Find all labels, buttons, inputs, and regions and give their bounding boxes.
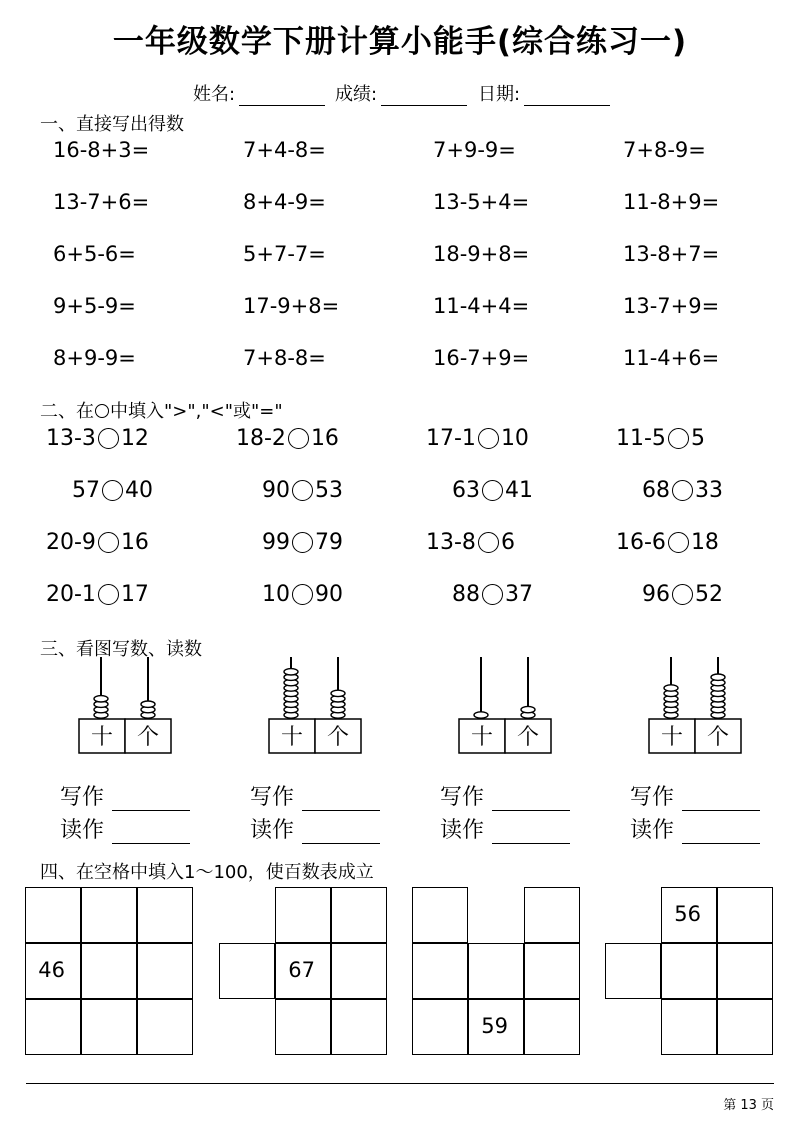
compare-left: 90 (262, 478, 290, 503)
given-number: 56 (674, 902, 701, 927)
answer-circle[interactable] (292, 532, 313, 553)
compare-left: 20-9 (46, 530, 96, 555)
compare-left: 13-3 (46, 426, 96, 451)
abacus-bead (284, 669, 298, 675)
abacus (268, 655, 364, 755)
hundred-chart-cell[interactable] (661, 887, 717, 943)
abacus-bead (331, 690, 345, 696)
compare-left: 11-5 (616, 426, 666, 451)
compare-right: 33 (695, 478, 723, 503)
abacus (648, 655, 744, 755)
compare-left: 20-1 (46, 582, 96, 607)
hundred-chart-cell[interactable] (137, 999, 193, 1055)
given-number: 67 (288, 958, 315, 983)
calc-problem[interactable]: 17-9+8= (243, 294, 340, 318)
answer-circle[interactable] (98, 428, 119, 449)
tens-box-label: 十 (660, 725, 684, 750)
calc-problem[interactable]: 7+8-8= (243, 346, 326, 370)
answer-circle[interactable] (288, 428, 309, 449)
calc-problem[interactable]: 13-7+9= (623, 294, 720, 318)
calc-problem[interactable]: 16-8+3= (53, 138, 150, 162)
compare-right: 90 (315, 582, 343, 607)
compare-right: 53 (315, 478, 343, 503)
answer-circle[interactable] (98, 532, 119, 553)
compare-left: 18-2 (236, 426, 286, 451)
compare-problem (616, 530, 719, 555)
hundred-chart-cell[interactable] (524, 887, 580, 943)
compare-problem (72, 478, 153, 503)
calc-problem[interactable]: 11-8+9= (623, 190, 720, 214)
answer-circle[interactable] (482, 584, 503, 605)
read-answer[interactable] (630, 813, 760, 844)
score-blank[interactable] (381, 87, 467, 106)
compare-problem (642, 478, 723, 503)
hundred-chart-cell[interactable] (219, 943, 275, 999)
hundred-chart-cell[interactable] (137, 943, 193, 999)
hundred-chart-cell[interactable] (81, 999, 137, 1055)
tens-box-label: 十 (280, 725, 304, 750)
write-label: 写作 (630, 785, 675, 810)
ones-box-label: 个 (326, 725, 350, 750)
compare-problem (46, 530, 149, 555)
hundred-chart-cell[interactable] (468, 943, 524, 999)
date-label: 日期: (478, 84, 521, 105)
compare-right: 37 (505, 582, 533, 607)
hundred-chart-cell[interactable] (661, 943, 717, 999)
calc-problem[interactable]: 16-7+9= (433, 346, 530, 370)
footer-divider (26, 1083, 774, 1084)
compare-right: 18 (690, 530, 719, 555)
hundred-chart-cell[interactable] (524, 943, 580, 999)
section3-title: 三、看图写数、读数 (40, 639, 202, 660)
compare-problem (452, 582, 533, 607)
compare-right: 16 (120, 530, 149, 555)
abacus-bead (664, 685, 678, 691)
hundred-chart-cell[interactable] (605, 943, 661, 999)
write-answer[interactable] (60, 780, 190, 811)
read-blank[interactable] (492, 825, 570, 844)
calc-problem[interactable]: 13-8+7= (623, 242, 720, 266)
answer-circle[interactable] (478, 532, 499, 553)
read-label: 读作 (630, 818, 675, 843)
calc-problem[interactable]: 7+9-9= (433, 138, 516, 162)
write-blank[interactable] (302, 792, 380, 811)
answer-circle[interactable] (668, 428, 689, 449)
score-label: 成绩: (335, 84, 378, 105)
compare-left: 17-1 (426, 426, 476, 451)
hundred-chart-cell[interactable] (661, 999, 717, 1055)
hundred-chart-cell[interactable] (412, 999, 468, 1055)
read-answer[interactable] (250, 813, 380, 844)
abacus-bead (711, 674, 725, 680)
section2-title-post: 中填入">","<"或"=" (110, 401, 283, 422)
hundred-chart-cell[interactable] (275, 999, 331, 1055)
calc-problem[interactable]: 11-4+4= (433, 294, 530, 318)
compare-problem (262, 530, 343, 555)
calc-problem[interactable]: 9+5-9= (53, 294, 136, 318)
compare-problem (642, 582, 723, 607)
write-answer[interactable] (440, 780, 570, 811)
hundred-chart-cell[interactable] (25, 999, 81, 1055)
hundred-chart-cell[interactable] (275, 887, 331, 943)
compare-left: 88 (452, 582, 480, 607)
compare-left: 68 (642, 478, 670, 503)
compare-left: 96 (642, 582, 670, 607)
compare-right: 5 (690, 426, 705, 451)
answer-circle[interactable] (98, 584, 119, 605)
compare-right: 17 (120, 582, 149, 607)
abacus-bead (141, 701, 155, 707)
read-answer[interactable] (60, 813, 190, 844)
hundred-chart-cell[interactable] (468, 999, 524, 1055)
hundred-chart-cell[interactable] (331, 887, 387, 943)
section1-title: 一、直接写出得数 (40, 114, 184, 135)
abacus-bead (94, 696, 108, 702)
read-answer[interactable] (440, 813, 570, 844)
write-label: 写作 (60, 785, 105, 810)
answer-circle[interactable] (668, 532, 689, 553)
compare-problem (46, 582, 149, 607)
answer-circle[interactable] (672, 480, 693, 501)
compare-right: 79 (315, 530, 343, 555)
read-label: 读作 (440, 818, 485, 843)
hundred-chart-cell[interactable] (25, 943, 81, 999)
hundred-chart-cell[interactable] (331, 943, 387, 999)
calc-problem[interactable]: 13-5+4= (433, 190, 530, 214)
given-number: 46 (38, 958, 65, 983)
hundred-chart-cell[interactable] (81, 887, 137, 943)
write-label: 写作 (250, 785, 295, 810)
name-blank[interactable] (239, 87, 325, 106)
date-field[interactable] (478, 80, 614, 106)
hundred-chart-cell[interactable] (717, 943, 773, 999)
page-number: 第 13 页 (723, 1098, 774, 1113)
compare-problem (616, 426, 705, 451)
section2-title-pre: 二、在 (40, 401, 94, 422)
answer-circle[interactable] (478, 428, 499, 449)
date-blank[interactable] (524, 87, 610, 106)
compare-problem (426, 426, 529, 451)
tens-box-label: 十 (470, 725, 494, 750)
compare-right: 16 (310, 426, 339, 451)
compare-left: 63 (452, 478, 480, 503)
write-label: 写作 (440, 785, 485, 810)
compare-right: 52 (695, 582, 723, 607)
answer-circle[interactable] (102, 480, 123, 501)
compare-left: 16-6 (616, 530, 666, 555)
write-blank[interactable] (112, 792, 190, 811)
answer-circle[interactable] (672, 584, 693, 605)
compare-right: 10 (500, 426, 529, 451)
name-label: 姓名: (193, 84, 236, 105)
name-field[interactable] (193, 80, 329, 106)
hundred-chart-cell[interactable] (717, 999, 773, 1055)
ones-box-label: 个 (516, 725, 540, 750)
circle-icon (95, 404, 109, 418)
hundred-chart-cell[interactable] (412, 943, 468, 999)
hundred-chart-cell[interactable] (412, 887, 468, 943)
hundred-chart-cell[interactable] (524, 999, 580, 1055)
tens-box-label: 十 (90, 725, 114, 750)
write-blank[interactable] (492, 792, 570, 811)
compare-problem (262, 582, 343, 607)
hundred-chart-cell[interactable] (331, 999, 387, 1055)
compare-left: 57 (72, 478, 100, 503)
compare-right: 12 (120, 426, 149, 451)
score-field[interactable] (335, 80, 471, 106)
compare-problem (426, 530, 515, 555)
compare-right: 6 (500, 530, 515, 555)
read-blank[interactable] (302, 825, 380, 844)
section2-title (40, 397, 283, 423)
page-title: 一年级数学下册计算小能手(综合练习一) (112, 24, 688, 60)
abacus-bead (474, 712, 488, 718)
read-blank[interactable] (112, 825, 190, 844)
calc-problem[interactable]: 11-4+6= (623, 346, 720, 370)
calc-problem[interactable]: 5+7-7= (243, 242, 326, 266)
calc-problem[interactable]: 18-9+8= (433, 242, 530, 266)
calc-problem[interactable]: 7+4-8= (243, 138, 326, 162)
calc-problem[interactable]: 7+8-9= (623, 138, 706, 162)
compare-right: 40 (125, 478, 153, 503)
ones-box-label: 个 (706, 725, 730, 750)
hundred-chart-cell[interactable] (717, 887, 773, 943)
calc-problem[interactable]: 13-7+6= (53, 190, 150, 214)
abacus (78, 655, 174, 755)
compare-problem (236, 426, 339, 451)
hundred-chart-cell[interactable] (81, 943, 137, 999)
write-answer[interactable] (250, 780, 380, 811)
compare-problem (46, 426, 149, 451)
read-blank[interactable] (682, 825, 760, 844)
read-label: 读作 (250, 818, 295, 843)
write-answer[interactable] (630, 780, 760, 811)
compare-left: 99 (262, 530, 290, 555)
answer-circle[interactable] (292, 584, 313, 605)
write-blank[interactable] (682, 792, 760, 811)
compare-left: 10 (262, 582, 290, 607)
section4-title: 四、在空格中填入1～100，使百数表成立 (40, 862, 374, 883)
compare-problem (262, 478, 343, 503)
hundred-chart-cell[interactable] (25, 887, 81, 943)
answer-circle[interactable] (292, 480, 313, 501)
hundred-chart-cell[interactable] (137, 887, 193, 943)
abacus (458, 655, 554, 755)
given-number: 59 (481, 1014, 508, 1039)
compare-left: 13-8 (426, 530, 476, 555)
read-label: 读作 (60, 818, 105, 843)
answer-circle[interactable] (482, 480, 503, 501)
calc-problem[interactable]: 8+4-9= (243, 190, 326, 214)
compare-problem (452, 478, 533, 503)
calc-problem[interactable]: 6+5-6= (53, 242, 136, 266)
abacus-bead (521, 706, 535, 712)
ones-box-label: 个 (136, 725, 160, 750)
calc-problem[interactable]: 8+9-9= (53, 346, 136, 370)
hundred-chart-cell[interactable] (275, 943, 331, 999)
compare-right: 41 (505, 478, 533, 503)
